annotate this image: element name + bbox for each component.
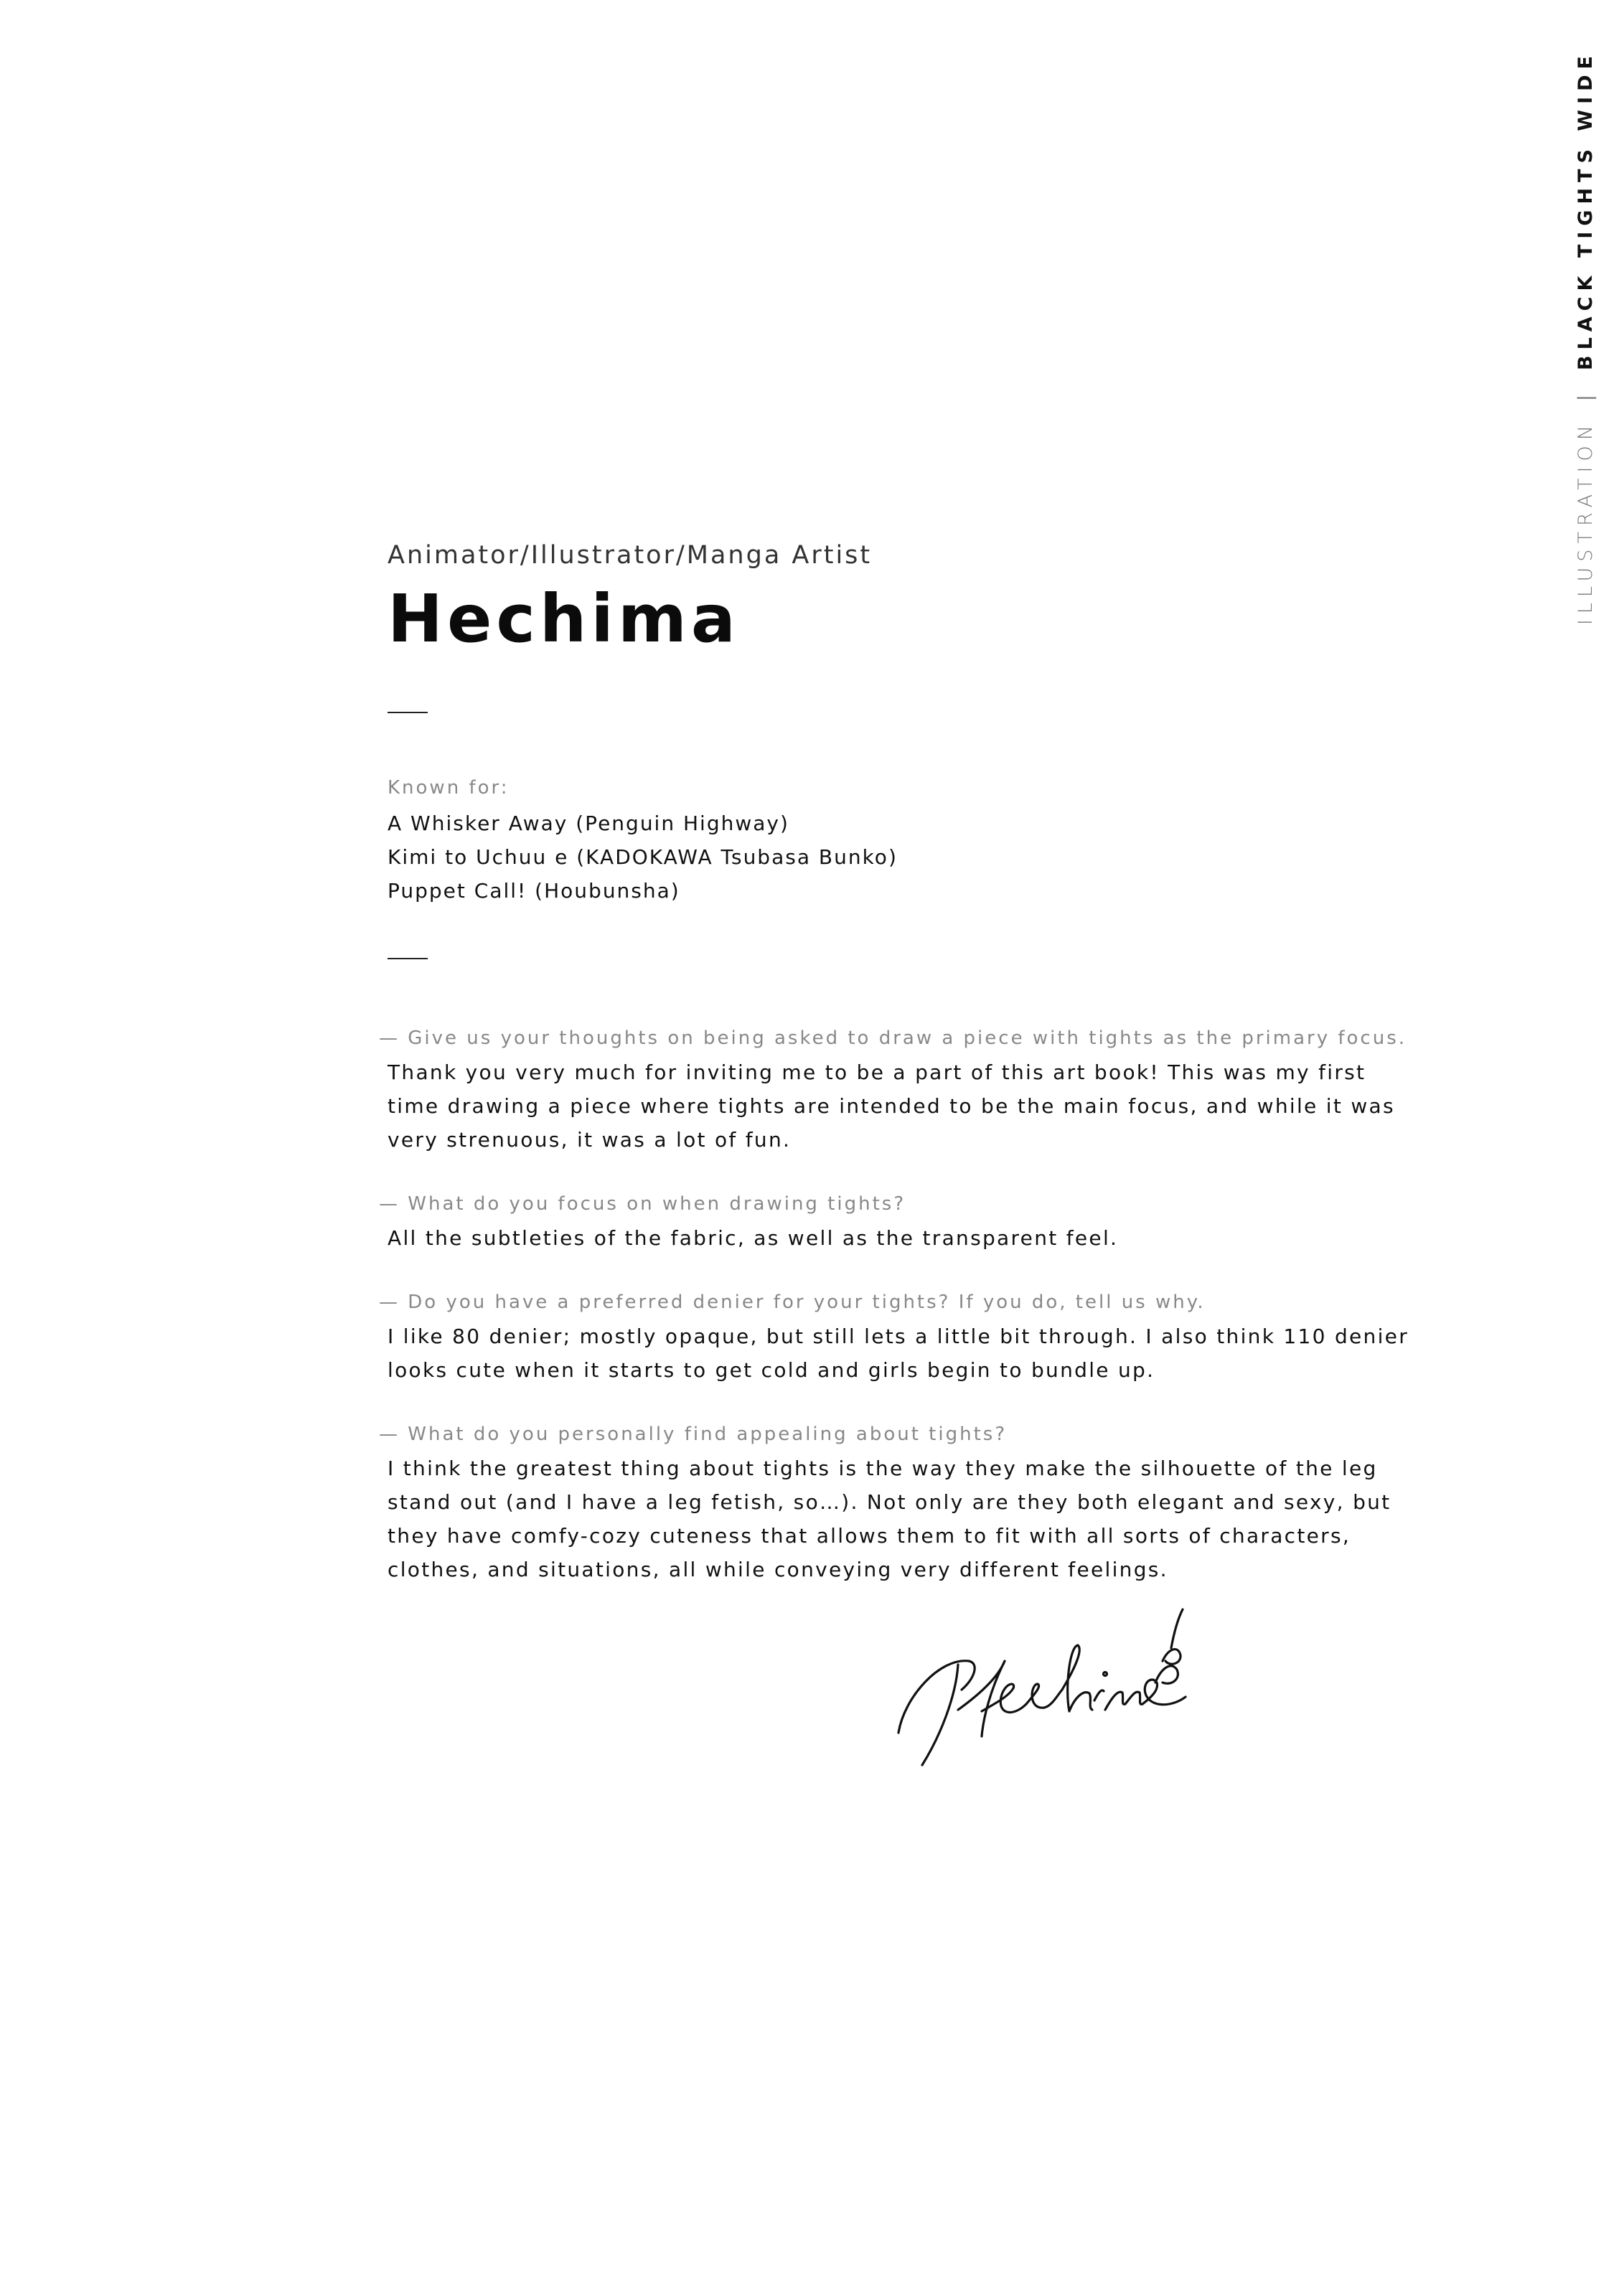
divider — [388, 958, 428, 959]
interview-answer: All the subtleties of the fabric, as well as the transparent feel. — [388, 1226, 1119, 1250]
known-for-item: A Whisker Away (Penguin Highway) — [388, 811, 789, 835]
side-section-label: ILLUSTRATION — [1574, 420, 1597, 626]
artist-signature — [890, 1589, 1206, 1769]
interview — [379, 1022, 1421, 1586]
side-running-title — [1557, 50, 1614, 626]
side-running-title-text — [1557, 50, 1614, 626]
side-book-title: BLACK TIGHTS WIDE — [1574, 50, 1597, 370]
artist-role: Animator/Illustrator/Manga Artist — [388, 541, 873, 570]
interview-question: — Do you have a preferred denier for your tights? If you do, tell us why. — [379, 1292, 1206, 1313]
interview-item — [379, 1286, 1421, 1387]
interview-item — [379, 1418, 1421, 1586]
signature-strokes — [898, 1609, 1186, 1765]
known-for-item: Puppet Call! (Houbunsha) — [388, 879, 680, 903]
known-for-list — [388, 806, 1421, 908]
interview-item — [379, 1188, 1421, 1255]
known-for-item: Kimi to Uchuu e (KADOKAWA Tsubasa Bunko) — [388, 845, 898, 869]
interview-question: — Give us your thoughts on being asked to draw a piece with tights as the primary focus. — [379, 1027, 1407, 1049]
interview-item — [379, 1022, 1421, 1157]
artist-profile — [379, 537, 1421, 1618]
artist-name: Hechima — [388, 580, 740, 657]
known-for-label: Known for: — [388, 777, 510, 799]
interview-question: — What do you focus on when drawing tights? — [379, 1193, 906, 1215]
interview-answer: I like 80 denier; mostly opaque, but still lets a little bit through. I also think 110 denier looks cute when it starts to get cold and girls begin to bundle up. — [388, 1325, 1409, 1382]
interview-answer: I think the greatest thing about tights is the way they make the silhouette of the leg stand out (and I have a leg fetish, so…). Not only are they both elegant and sexy, but they have comfy-cozy cuteness that allows them to fit with all sorts of characters, clothes, and situations, all while conveying very different feelings. — [388, 1457, 1391, 1581]
divider — [388, 712, 428, 713]
side-separator: | — [1574, 389, 1597, 402]
interview-answer: Thank you very much for inviting me to be a part of this art book! This was my first time drawing a piece where tights are intended to be the main focus, and while it was very strenuous, it was a lot of fun. — [388, 1060, 1395, 1152]
interview-question: — What do you personally find appealing about tights? — [379, 1424, 1008, 1445]
